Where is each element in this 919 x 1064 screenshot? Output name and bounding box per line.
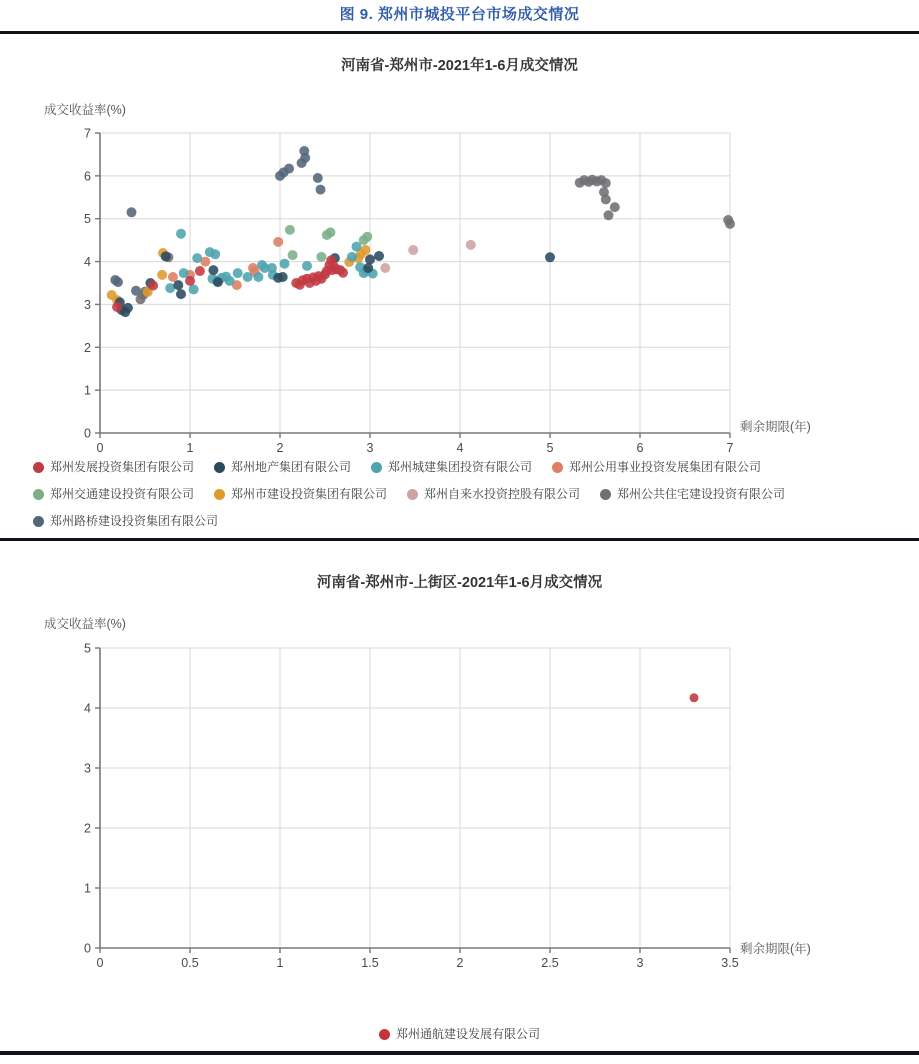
svg-text:3: 3 bbox=[84, 761, 91, 776]
legend-label: 郑州公共住宅建设投资有限公司 bbox=[617, 487, 786, 501]
legend-dot-icon bbox=[33, 462, 44, 473]
legend-dot-icon bbox=[214, 489, 225, 500]
svg-text:1: 1 bbox=[84, 881, 91, 896]
svg-text:2: 2 bbox=[84, 821, 91, 836]
svg-text:6: 6 bbox=[636, 441, 644, 455]
y-axis-label: 成交收益率(%) bbox=[44, 103, 126, 117]
legend-item bbox=[33, 486, 194, 503]
legend-dot-icon bbox=[552, 462, 563, 473]
svg-text:1.5: 1.5 bbox=[361, 956, 379, 970]
x-axis-label: 剩余期限(年) bbox=[740, 942, 811, 956]
legend-item bbox=[407, 486, 580, 503]
legend-label: 郑州通航建设发展有限公司 bbox=[395, 1027, 540, 1041]
scatter-plot-shangjie bbox=[0, 630, 919, 975]
svg-text:5: 5 bbox=[546, 441, 554, 455]
legend-item bbox=[33, 459, 194, 476]
legend-dot-icon bbox=[407, 489, 418, 500]
svg-text:2: 2 bbox=[456, 956, 464, 970]
svg-text:7: 7 bbox=[84, 126, 91, 141]
svg-text:4: 4 bbox=[84, 701, 91, 716]
legend-label: 郑州公用事业投资发展集团有限公司 bbox=[569, 460, 762, 474]
legend-dot-icon bbox=[371, 462, 382, 473]
svg-text:1: 1 bbox=[276, 956, 284, 970]
svg-text:5: 5 bbox=[84, 641, 91, 656]
x-axis-label: 剩余期限(年) bbox=[740, 420, 811, 434]
svg-text:1: 1 bbox=[186, 441, 194, 455]
legend-item bbox=[371, 459, 532, 476]
legend-zhengzhou bbox=[33, 459, 833, 530]
svg-text:4: 4 bbox=[456, 441, 464, 455]
legend-shangjie bbox=[0, 1026, 919, 1043]
legend-label: 郑州路桥建设投资集团有限公司 bbox=[50, 514, 219, 528]
svg-text:2: 2 bbox=[84, 340, 91, 355]
legend-dot-icon bbox=[33, 516, 44, 527]
legend-label: 郑州地产集团有限公司 bbox=[231, 460, 352, 474]
svg-text:1: 1 bbox=[84, 383, 91, 398]
figure-caption: 图 9. 郑州市城投平台市场成交情况 bbox=[339, 6, 580, 23]
legend-label: 郑州城建集团投资有限公司 bbox=[388, 460, 533, 474]
svg-text:7: 7 bbox=[726, 441, 734, 455]
bottom-divider bbox=[0, 1051, 919, 1055]
legend-label: 郑州发展投资集团有限公司 bbox=[50, 460, 195, 474]
chart-title: 河南省-郑州市-上街区-2021年1-6月成交情况 bbox=[316, 575, 603, 591]
legend-item bbox=[214, 459, 351, 476]
chart-title: 河南省-郑州市-2021年1-6月成交情况 bbox=[341, 58, 578, 74]
legend-dot-icon bbox=[33, 489, 44, 500]
legend-item bbox=[33, 513, 218, 530]
svg-text:0: 0 bbox=[96, 956, 104, 970]
legend-item bbox=[214, 486, 387, 503]
legend-dot-icon bbox=[379, 1029, 390, 1040]
svg-text:6: 6 bbox=[84, 169, 91, 184]
svg-text:2.5: 2.5 bbox=[541, 956, 559, 970]
legend-label: 郑州市建设投资集团有限公司 bbox=[231, 487, 388, 501]
svg-text:3: 3 bbox=[636, 956, 644, 970]
legend-item bbox=[379, 1026, 540, 1043]
legend-label: 郑州交通建设投资有限公司 bbox=[50, 487, 195, 501]
legend-dot-icon bbox=[600, 489, 611, 500]
y-axis-label: 成交收益率(%) bbox=[44, 617, 126, 631]
svg-text:2: 2 bbox=[276, 441, 284, 455]
svg-text:0.5: 0.5 bbox=[181, 956, 199, 970]
legend-dot-icon bbox=[214, 462, 225, 473]
svg-text:3: 3 bbox=[366, 441, 374, 455]
svg-text:0: 0 bbox=[96, 441, 104, 455]
svg-text:0: 0 bbox=[84, 941, 91, 956]
middle-divider bbox=[0, 538, 919, 541]
svg-text:3.5: 3.5 bbox=[721, 956, 739, 970]
svg-text:0: 0 bbox=[84, 426, 91, 441]
top-divider bbox=[0, 31, 919, 34]
legend-item bbox=[552, 459, 761, 476]
legend-label: 郑州自来水投资控股有限公司 bbox=[424, 487, 581, 501]
svg-text:3: 3 bbox=[84, 297, 91, 312]
svg-text:5: 5 bbox=[84, 212, 91, 227]
legend-item bbox=[600, 486, 785, 503]
scatter-plot-zhengzhou bbox=[0, 115, 919, 460]
svg-text:4: 4 bbox=[84, 255, 91, 270]
